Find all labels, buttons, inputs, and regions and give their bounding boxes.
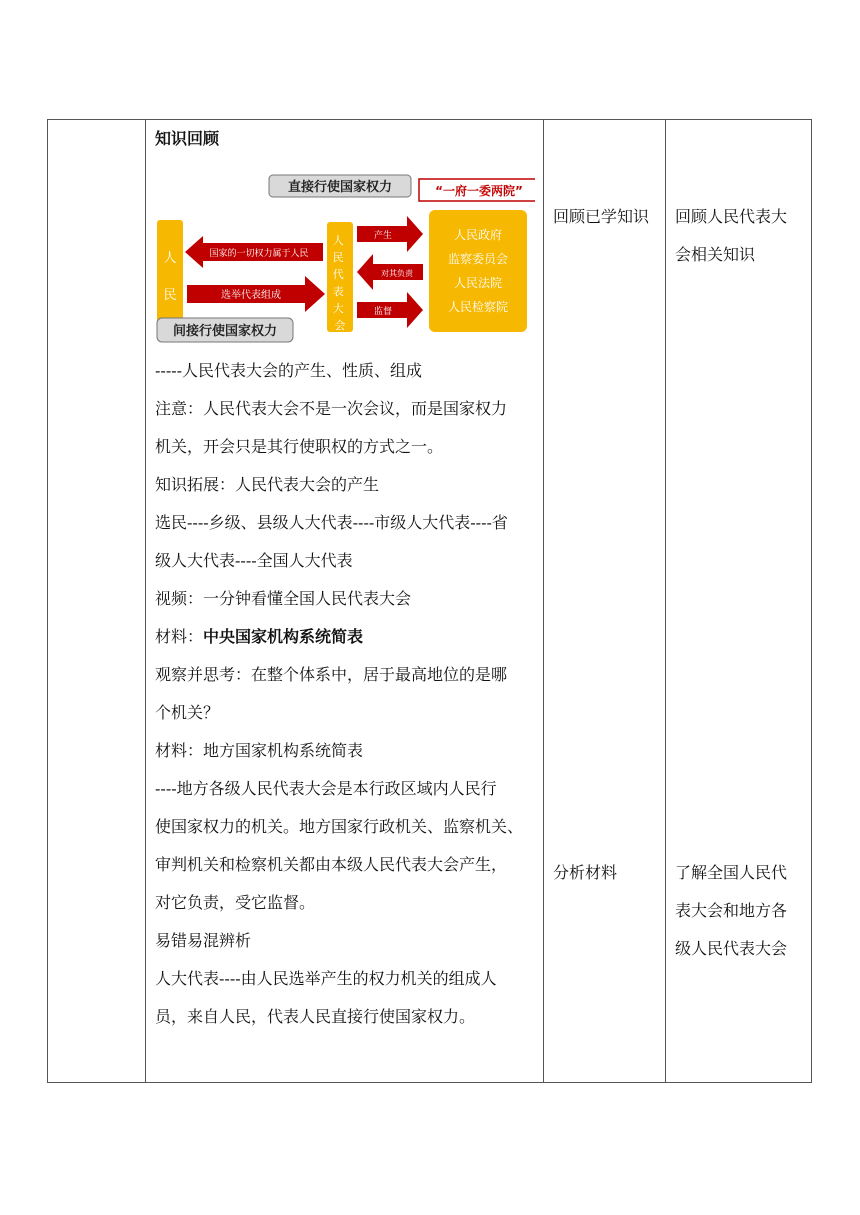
text-line-5: 选民----乡级、县级人大代表----市级人大代表----省 xyxy=(155,513,508,532)
direct-power-label: 直接行使国家权力 xyxy=(287,180,393,195)
text-line-7: 视频：一分钟看懂全国人民代表大会 xyxy=(155,589,412,608)
arrow-supervise-label: 监督 xyxy=(373,307,393,317)
arrow-elect-label: 选举代表组成 xyxy=(221,290,281,301)
design-intent-2 xyxy=(675,854,807,968)
arrow-produce-label: 产生 xyxy=(373,231,393,241)
org-court: 人民法院 xyxy=(453,276,503,290)
teaching-content-cell xyxy=(155,120,540,1036)
slogan-text: “一府一委两院” xyxy=(435,184,523,198)
design-intent-1-line-2: 会相关知识 xyxy=(675,245,756,264)
column-divider-3 xyxy=(665,120,666,1082)
text-line-12: ----地方各级人民代表大会是本行政区域内人民行 xyxy=(155,779,497,798)
org-supervision: 监察委员会 xyxy=(447,252,509,266)
npc-vertical-text: 人 民 代 表 大 会 xyxy=(332,234,346,332)
design-intent-2-line-1: 了解全国人民代 xyxy=(675,863,788,882)
design-intent-1 xyxy=(675,198,807,274)
lesson-table xyxy=(47,119,812,1083)
text-line-1: -----人民代表大会的产生、性质、组成 xyxy=(155,361,423,380)
text-line-11: 材料：地方国家机构系统简表 xyxy=(155,741,364,760)
section-heading: 知识回顾 xyxy=(155,129,220,148)
indirect-power-label: 间接行使国家权力 xyxy=(172,324,278,339)
people-char-2: 民 xyxy=(163,288,177,303)
text-line-4: 知识拓展：人民代表大会的产生 xyxy=(155,475,380,494)
text-line-10: 个机关？ xyxy=(155,703,220,722)
material-title-bold: 中央国家机构系统简表 xyxy=(203,627,364,646)
people-char-1: 人 xyxy=(163,251,177,266)
design-intent-1-line-1: 回顾人民代表大 xyxy=(675,207,788,226)
arrow-power-label: 国家的一切权力属于人民 xyxy=(209,249,309,259)
design-intent-2-line-3: 级人民代表大会 xyxy=(675,939,788,958)
text-line-16: 易错易混辨析 xyxy=(155,931,252,950)
text-line-6: 级人大代表----全国人大代表 xyxy=(155,551,353,570)
org-procuratorate: 人民检察院 xyxy=(447,300,509,314)
text-line-14: 审判机关和检察机关都由本级人民代表大会产生， xyxy=(155,855,508,874)
text-line-2: 注意：人民代表大会不是一次会议，而是国家权力 xyxy=(155,399,508,418)
student-activity-1: 回顾已学知识 xyxy=(553,207,650,226)
text-line-18: 员，来自人民，代表人民直接行使国家权力。 xyxy=(155,1007,476,1026)
text-line-13: 使国家权力的机关。地方国家行政机关、监察机关、 xyxy=(155,817,524,836)
people-pillar xyxy=(157,220,183,334)
text-line-17: 人大代表----由人民选举产生的权力机关的组成人 xyxy=(155,969,497,988)
text-line-9: 观察并思考：在整个体系中，居于最高地位的是哪 xyxy=(155,665,508,684)
arrow-responsible-label: 对其负责 xyxy=(381,269,413,278)
power-structure-diagram xyxy=(155,164,535,344)
text-line-8 xyxy=(155,618,540,656)
column-divider-1 xyxy=(145,120,146,1082)
student-activity-2: 分析材料 xyxy=(553,863,618,882)
design-intent-2-line-2: 表大会和地方各 xyxy=(675,901,788,920)
column-divider-2 xyxy=(543,120,544,1082)
org-government: 人民政府 xyxy=(453,228,503,242)
material-prefix: 材料： xyxy=(155,627,204,646)
text-line-15: 对它负责，受它监督。 xyxy=(155,893,316,912)
text-line-3: 机关，开会只是其行使职权的方式之一。 xyxy=(155,437,444,456)
